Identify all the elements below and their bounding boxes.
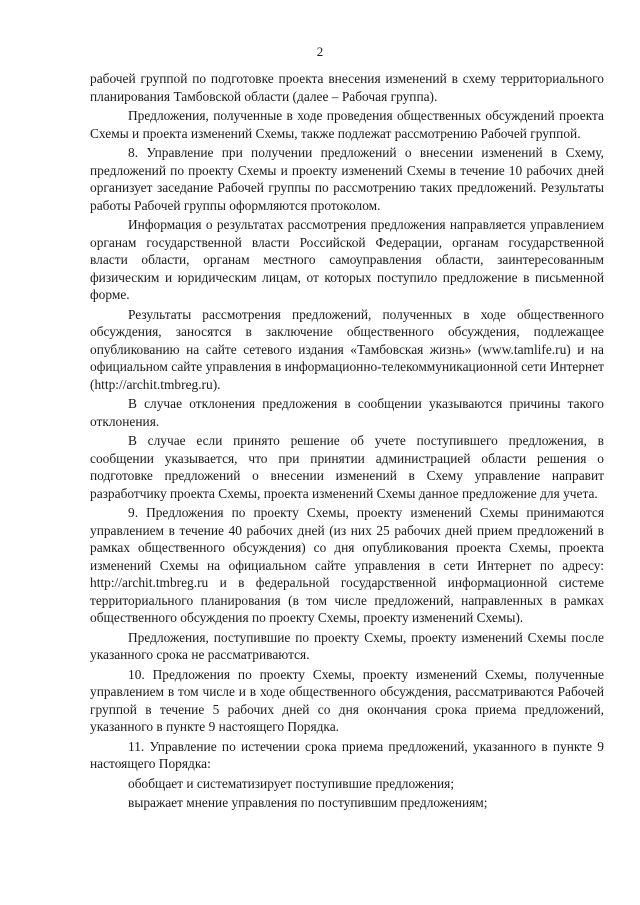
paragraph-item-11: 11. Управление по истечении срока приема предложений, указанного в пункте 9 настоящего Порядка: xyxy=(90,738,604,771)
page-number: 2 xyxy=(316,44,324,59)
paragraph-information-results: Информация о результатах рассмотрения предложения направляется управлением органам государственной власти Российской Федерации, органам государственной власти области, органам местного самоуправления области, заинтересованным физическим и юридическим лицам, от которых поступило предложение в письменной форме. xyxy=(90,217,604,302)
paragraph-item-8: 8. Управление при получении предложений о внесении изменений в Схему, предложений по проекту Схемы и проекту изменений Схемы в течение 10 рабочих дней организует заседание Рабочей группы по рассмотрению таких предложений. Результаты работы Рабочей группы оформляются протоколом. xyxy=(90,145,604,213)
list-item-expresses-opinion: выражает мнение управления по поступившим предложениям; xyxy=(128,795,488,810)
paragraph-rejection-reasons: В случае отклонения предложения в сообщении указываются причины такого отклонения. xyxy=(90,396,604,429)
paragraph-discussion-results: Результаты рассмотрения предложений, полученных в ходе общественного обсуждения, заносятся в заключение общественного обсуждения, подлежащее опубликованию на сайте сетевого издания «Тамбовская жизнь» (www.tamlife.ru) и на официальном сайте управления в информационно-телекоммуникационной сети Интернет (http://archit.tmbreg.ru). xyxy=(90,306,604,392)
paragraph-accepted-proposal: В случае если принято решение об учете поступившего предложения, в сообщении указывается, что при принятии администрацией области решения о подготовке предложений о внесении изменений в Схему управление направит разработчику проекта Схемы, проекта изменений Схемы данное предложение для учета. xyxy=(90,433,604,501)
paragraph-public-discussion-proposals: Предложения, полученные в ходе проведения общественных обсуждений проекта Схемы и проекта изменений Схемы, также подлежат рассмотрению Рабочей группой. xyxy=(90,108,604,141)
paragraph-late-proposals: Предложения, поступившие по проекту Схемы, проекту изменений Схемы после указанного срока не рассматриваются. xyxy=(90,629,604,662)
paragraph-item-10: 10. Предложения по проекту Схемы, проекту изменений Схемы, полученные управлением в том числе и в ходе общественного обсуждения, рассматриваются Рабочей группой в течение 5 рабочих дней со дня окончания срока приема предложений, указанного в пункте 9 настоящего Порядка. xyxy=(90,666,604,734)
paragraph-working-group-continuation: рабочей группой по подготовке проекта внесения изменений в схему территориального планирования Тамбовской области (далее – Рабочая группа). xyxy=(90,71,604,104)
document-body xyxy=(90,70,604,812)
paragraph-item-9: 9. Предложения по проекту Схемы, проекту изменений Схемы принимаются управлением в течение 40 рабочих дней (из них 25 рабочих дней прием предложений в рамках общественного обсуждения) со дня опубликования проекта Схемы, проекта изменений Схемы на официальном сайте управления в сети Интернет по адресу: http://archit.tmbreg.ru и в федеральной государственной информационной системе территориального планирования (в том числе предложений, направленных в рамках общественного обсуждения по проекту Схемы, проекту изменений Схемы). xyxy=(90,505,604,625)
list-item-generalizes: обобщает и систематизирует поступившие предложения; xyxy=(128,775,455,791)
